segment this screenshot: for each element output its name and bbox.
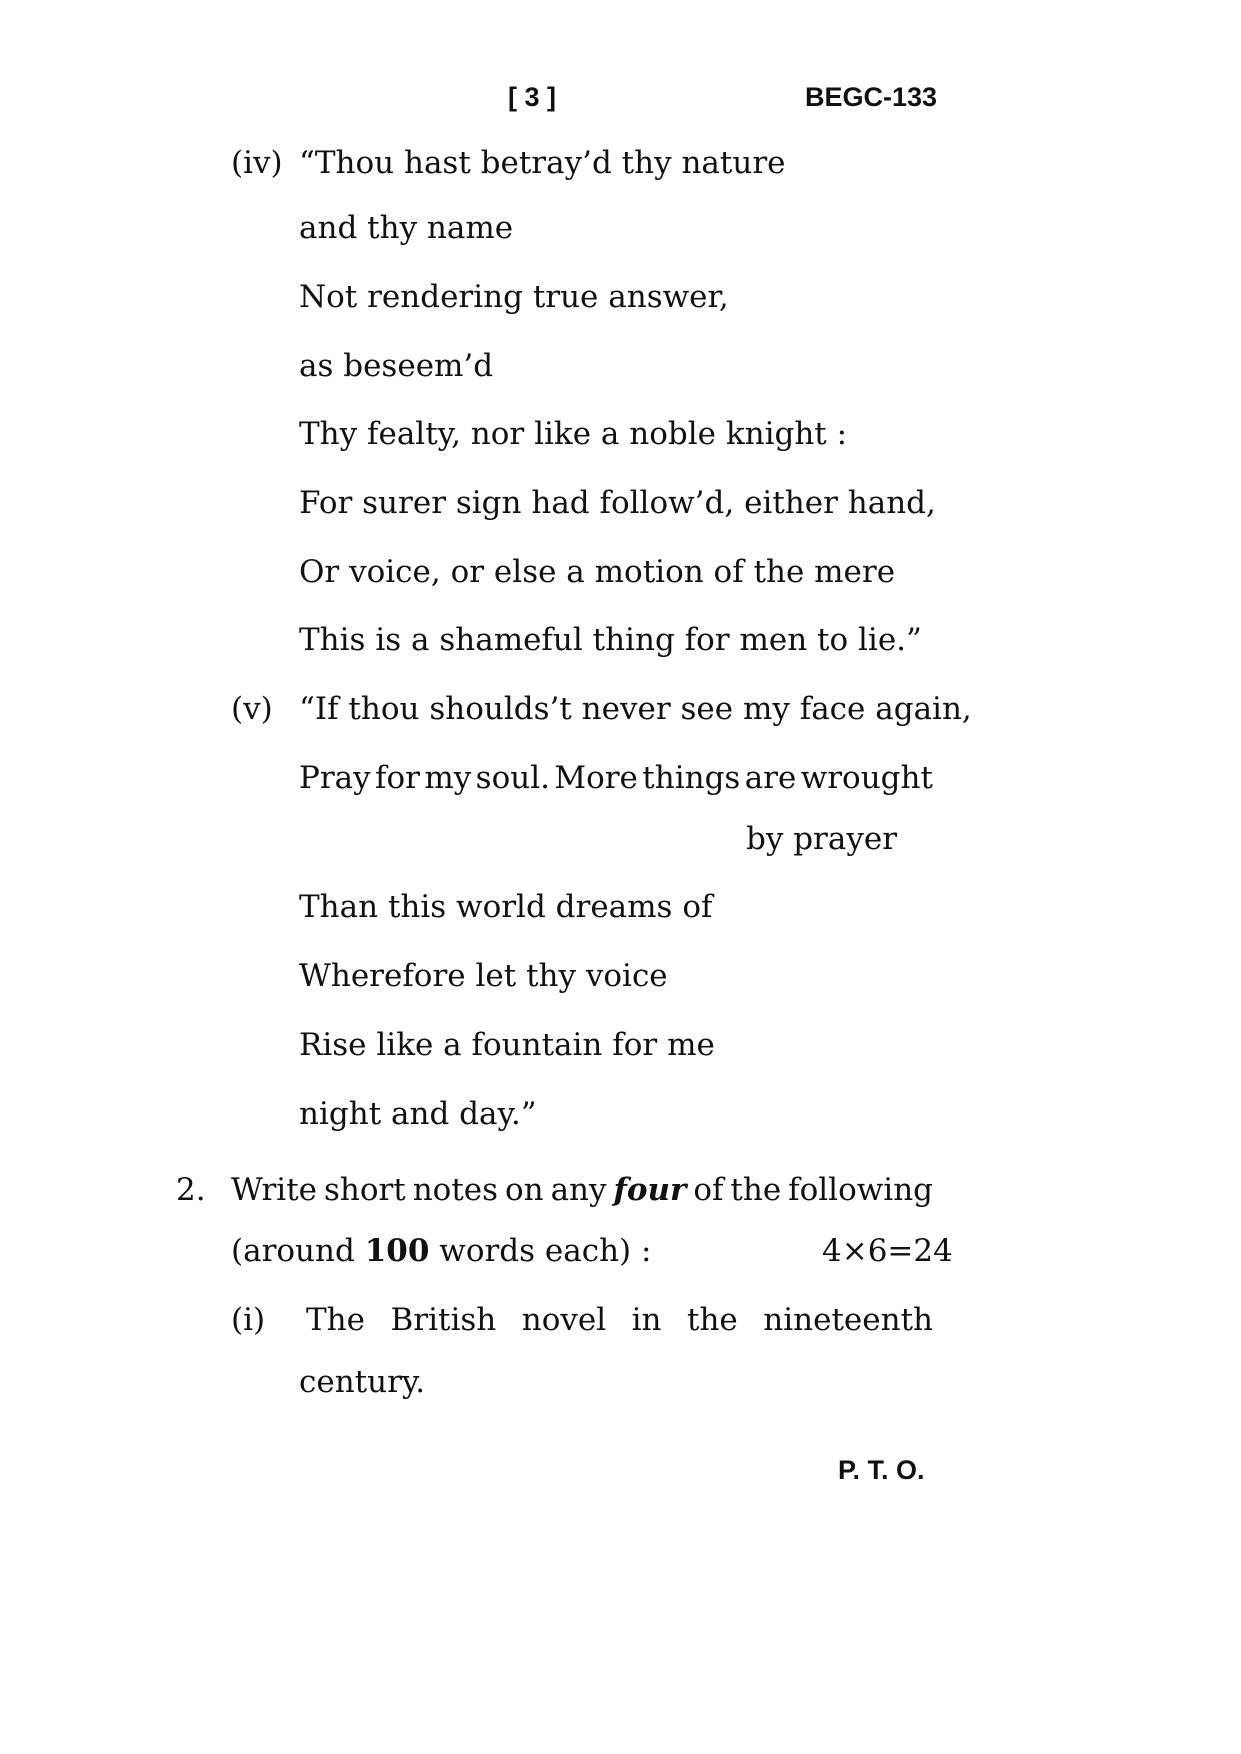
page-turn-note: P. T. O. (838, 1455, 925, 1485)
emphasis-four: four (613, 1172, 687, 1208)
passage-iv-line-1: “Thou hast betray’d thy nature (299, 145, 786, 181)
course-code: BEGC-133 (805, 82, 938, 112)
passage-v-line-1: “If thou shoulds’t never see my face again, (299, 691, 972, 727)
word: soul. (475, 760, 550, 796)
word-around: (around (231, 1233, 355, 1269)
passage-iv-line-2: and thy name (299, 210, 514, 246)
passage-iv-line-8: This is a shameful thing for men to lie.” (299, 622, 922, 658)
word-each: words each) : (439, 1233, 652, 1269)
sub-question-i-line-1 (306, 1302, 933, 1338)
word: The (306, 1302, 365, 1338)
question-number: 2. (176, 1172, 206, 1208)
passage-iv-line-6: For surer sign had follow’d, either hand, (299, 485, 936, 521)
word: More (554, 760, 638, 796)
passage-iv-line-7: Or voice, or else a motion of the mere (299, 554, 896, 590)
word: things (642, 760, 741, 796)
passage-v-line-4: Wherefore let thy voice (299, 958, 668, 994)
word: wrought (800, 760, 933, 796)
passage-v-line-2 (299, 760, 933, 796)
word: my (424, 760, 472, 796)
word: following (788, 1172, 933, 1208)
word: short (323, 1172, 406, 1208)
question-2-line-1 (231, 1172, 933, 1208)
word: notes (412, 1172, 499, 1208)
word: are (744, 760, 797, 796)
passage-v-label: (v) (231, 691, 273, 727)
word: any (550, 1172, 607, 1208)
word: Write (231, 1172, 318, 1208)
passage-v-line-5: Rise like a fountain for me (299, 1027, 715, 1063)
passage-v-line-2-continuation: by prayer (746, 821, 898, 857)
word: nineteenth (763, 1302, 933, 1338)
passage-v-line-3: Than this world dreams of (299, 889, 713, 925)
word-count: 100 (364, 1233, 430, 1269)
passage-v-line-6: night and day.” (299, 1096, 537, 1132)
word: the (687, 1302, 738, 1338)
page-number: [ 3 ] (508, 82, 557, 112)
word: Pray (299, 760, 371, 796)
passage-iv-line-5: Thy fealty, nor like a noble knight : (299, 416, 848, 452)
sub-question-i-line-2: century. (299, 1364, 426, 1400)
marks: 4×6=24 (822, 1233, 953, 1269)
word: for (375, 760, 421, 796)
word: of (693, 1172, 724, 1208)
word: British (390, 1302, 497, 1338)
passage-iv-label: (iv) (231, 145, 283, 181)
word: in (631, 1302, 662, 1338)
word: novel (521, 1302, 607, 1338)
sub-question-label: (i) (231, 1302, 266, 1338)
question-2-line-2 (231, 1233, 651, 1269)
word: the (730, 1172, 782, 1208)
passage-iv-line-3: Not rendering true answer, (299, 279, 729, 315)
passage-iv-line-4: as beseem’d (299, 348, 494, 384)
word: on (505, 1172, 544, 1208)
